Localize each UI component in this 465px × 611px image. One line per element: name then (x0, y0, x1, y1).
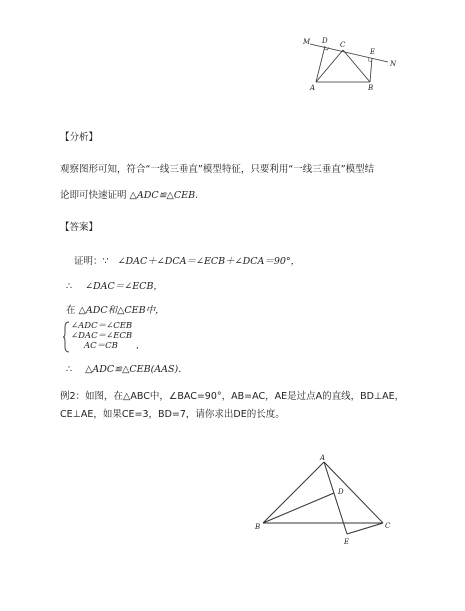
system-suffix: , (136, 341, 139, 351)
label-d: D (322, 37, 328, 45)
segment-ce (347, 523, 383, 534)
therefore-line-1 (66, 281, 163, 293)
example2-line-2: CE⊥AE，如果CE=3，BD=7，请你求出DE的长度。 (60, 409, 285, 420)
label-c: C (340, 41, 346, 49)
analysis-line-2-prefix: 论即可快速证明 (60, 190, 127, 201)
proof-line (74, 256, 300, 268)
therefore-symbol-2: ∴ (66, 364, 73, 375)
label-m: M (303, 38, 311, 46)
figure-2 (250, 452, 400, 547)
in-math: △ADC和△CEB中， (78, 305, 165, 316)
analysis-line-1: 观察图形可知，符合“一线三垂直”模型特征，只要利用“一线三垂直”模型结 (60, 164, 375, 175)
therefore-math-2: △ADC≌△CEB(AAS). (85, 364, 182, 375)
segment-ac (324, 462, 383, 523)
therefore-math-1: ∠DAC＝∠ECB， (85, 281, 163, 292)
analysis-line-2-math: △ADC≌△CEB (129, 190, 196, 201)
label-e: E (344, 538, 350, 546)
system-line-1: ∠ADC＝∠CEB (71, 321, 133, 331)
proof-prefix: 证明：∵ (74, 256, 109, 267)
analysis-line-2 (60, 190, 198, 202)
label-e: E (370, 48, 376, 56)
system-line-3: AC＝CB (84, 341, 118, 351)
therefore-symbol-1: ∴ (66, 281, 73, 292)
proof-math: ∠DAC＋∠DCA＝∠ECB＋∠DCA＝90°， (117, 256, 301, 267)
analysis-line-2-suffix: . (195, 190, 199, 201)
therefore-line-2 (66, 364, 181, 376)
label-d: D (338, 488, 344, 496)
label-a: A (320, 454, 326, 462)
system-line-2: ∠DAC＝∠ECB (71, 331, 133, 341)
segment-ab (263, 462, 324, 523)
label-c: C (385, 522, 391, 530)
label-a: A (310, 84, 316, 92)
in-triangles-line (66, 305, 165, 317)
in-prefix: 在 (66, 305, 76, 316)
label-b: B (368, 84, 374, 92)
label-b: B (255, 523, 261, 531)
segment-bd (263, 493, 334, 523)
equation-system (62, 321, 162, 355)
label-n: N (390, 60, 397, 68)
figure-1 (300, 34, 400, 94)
answer-heading: 【答案】 (60, 222, 99, 233)
example2-line-1: 例2：如图，在△ABC中，∠BAC=90°，AB=AC，AE是过点A的直线，BD⊥AE， (60, 391, 405, 402)
analysis-heading: 【分析】 (60, 132, 99, 143)
left-brace (62, 321, 70, 353)
